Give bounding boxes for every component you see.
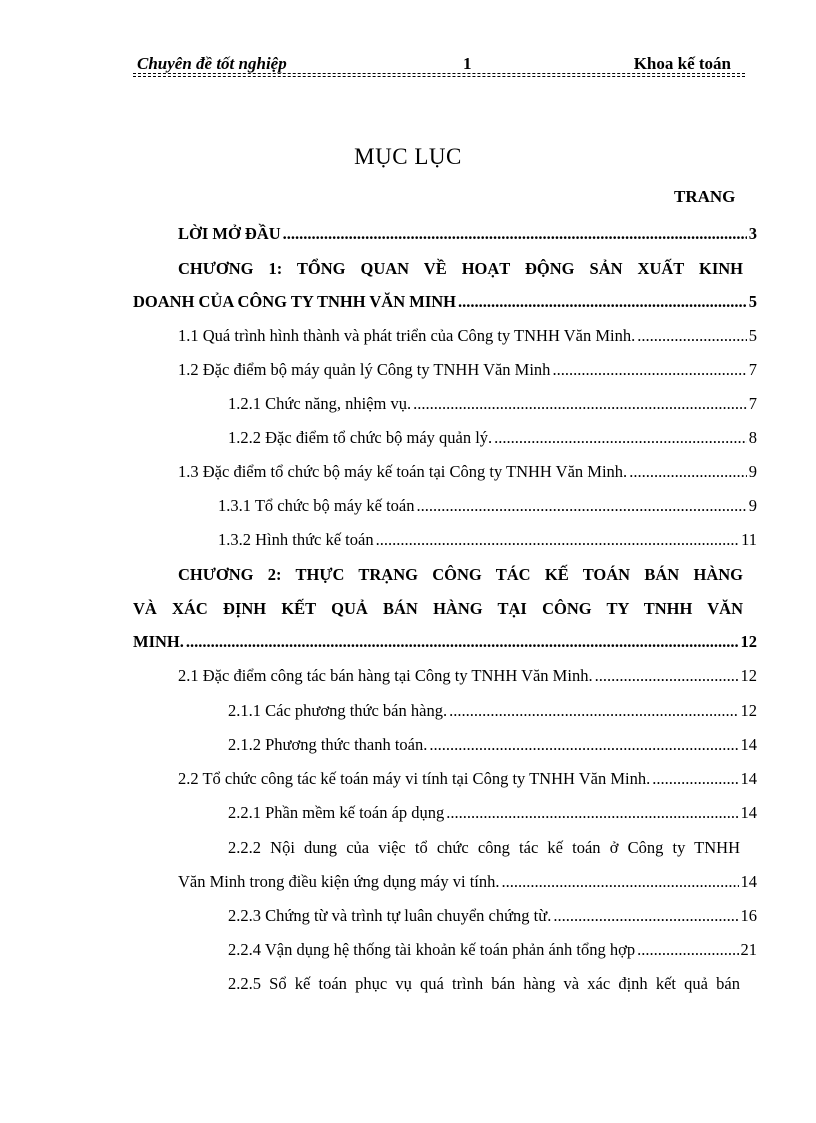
toc-entry-page: 7 (748, 360, 757, 379)
header-divider (133, 73, 745, 74)
toc-entry-1-3[interactable] (178, 462, 757, 486)
toc-entry-2-1-1[interactable] (228, 701, 757, 725)
toc-entry-2-2-2-line-1[interactable]: 2.2.2 Nội dung của việc tổ chức công tác kế toán ở Công ty TNHH (228, 838, 740, 857)
toc-chapter-2-line-2[interactable]: VÀ XÁC ĐỊNH KẾT QUẢ BÁN HÀNG TẠI CÔNG TY TNHH VĂN (133, 599, 743, 618)
dot-leader (429, 735, 738, 755)
toc-chapter-2-line-3[interactable] (133, 632, 757, 656)
toc-entry-text: 2.1 Đặc điểm công tác bán hàng tại Công ty TNHH Văn Minh. (178, 666, 593, 685)
toc-entry-2-2-3[interactable] (228, 906, 757, 930)
toc-entry-page: 9 (748, 462, 757, 481)
toc-entry-text: Văn Minh trong điều kiện ứng dụng máy vi tính. (178, 872, 500, 891)
dot-leader (283, 224, 747, 244)
toc-entry-2-2-1[interactable] (228, 803, 757, 827)
toc-entry-1-3-1[interactable] (218, 496, 757, 520)
toc-entry-2-2-5-line-1[interactable]: 2.2.5 Sổ kế toán phục vụ quá trình bán hàng và xác định kết quả bán (228, 974, 740, 993)
toc-entry-1-2-1[interactable] (228, 394, 757, 418)
toc-entry-1-3-2[interactable] (218, 530, 757, 554)
toc-entry-page: 11 (741, 530, 757, 549)
toc-entry-text: LỜI MỞ ĐẦU (178, 224, 281, 243)
toc-entry-page: 3 (748, 224, 757, 243)
dot-leader (413, 394, 747, 414)
toc-entry-text: 1.3 Đặc điểm tổ chức bộ máy kế toán tại Công ty TNHH Văn Minh. (178, 462, 628, 481)
toc-chapter-1-line-1[interactable]: CHƯƠNG 1: TỔNG QUAN VỀ HOẠT ĐỘNG SẢN XUẤT KINH (178, 259, 743, 278)
toc-entry-1-2-2[interactable] (228, 428, 757, 452)
header-page-number: 1 (463, 54, 472, 73)
toc-entry-text: 1.2.1 Chức năng, nhiệm vụ. (228, 394, 412, 413)
toc-entry-text: 2.2.1 Phần mềm kế toán áp dụng (228, 803, 445, 822)
toc-entry-text: 2.2.3 Chứng từ và trình tự luân chuyển chứng từ. (228, 906, 552, 925)
toc-entry-text: 2.2.4 Vận dụng hệ thống tài khoản kế toán phản ánh tổng hợp (228, 940, 636, 959)
toc-entry-page: 7 (748, 394, 757, 413)
toc-entry-text: 1.1 Quá trình hình thành và phát triển của Công ty TNHH Văn Minh. (178, 326, 636, 345)
header-divider-2 (133, 76, 745, 77)
dot-leader (637, 326, 747, 346)
toc-entry-1-2[interactable] (178, 360, 757, 384)
toc-entry-2-2[interactable] (178, 769, 757, 793)
toc-entry-text: 2.1.2 Phương thức thanh toán. (228, 735, 428, 754)
header-left-title: Chuyên đề tốt nghiệp (137, 54, 287, 73)
dot-leader (376, 530, 740, 550)
toc-entry-page: 16 (740, 906, 757, 925)
toc-entry-page: 14 (740, 872, 757, 891)
toc-entry-2-2-2-line-2[interactable] (178, 872, 757, 896)
toc-entry-page: 5 (748, 292, 757, 311)
dot-leader (595, 666, 739, 686)
toc-entry-page: 12 (740, 666, 757, 685)
toc-entry-2-1-2[interactable] (228, 735, 757, 759)
toc-chapter-1-line-2[interactable] (133, 292, 757, 316)
dot-leader (449, 701, 738, 721)
dot-leader (553, 906, 738, 926)
toc-entry-page: 21 (740, 940, 757, 959)
toc-entry-page: 12 (740, 701, 757, 720)
toc-entry-text: 1.2.2 Đặc điểm tổ chức bộ máy quản lý. (228, 428, 493, 447)
toc-entry-page: 9 (748, 496, 757, 515)
toc-entry-1-1[interactable] (178, 326, 757, 350)
dot-leader (502, 872, 739, 892)
toc-entry-text: 1.3.2 Hình thức kế toán (218, 530, 374, 549)
dot-leader (446, 803, 738, 823)
toc-entry-text: 1.2 Đặc điểm bộ máy quản lý Công ty TNHH Văn Minh (178, 360, 551, 379)
dot-leader (629, 462, 747, 482)
toc-entry-2-2-4[interactable] (228, 940, 757, 964)
toc-entry-page: 14 (740, 803, 757, 822)
toc-entry-page: 12 (740, 632, 757, 651)
dot-leader (637, 940, 738, 960)
toc-entry-text: DOANH CỦA CÔNG TY TNHH VĂN MINH (133, 292, 456, 311)
toc-entry-text: 2.1.1 Các phương thức bán hàng. (228, 701, 448, 720)
toc-entry-page: 14 (740, 769, 757, 788)
trang-label: TRANG (674, 187, 736, 206)
toc-entry-text: MINH. (133, 632, 184, 651)
toc-entry-2-1[interactable] (178, 666, 757, 690)
toc-entry-loi-mo-dau[interactable] (178, 224, 757, 248)
page-title: MỤC LỤC (354, 144, 462, 169)
dot-leader (186, 632, 739, 652)
dot-leader (552, 360, 746, 380)
dot-leader (494, 428, 747, 448)
dot-leader (458, 292, 747, 312)
toc-entry-page: 8 (748, 428, 757, 447)
toc-entry-page: 5 (748, 326, 757, 345)
page-header (133, 52, 745, 74)
header-right-title: Khoa kế toán (633, 54, 731, 73)
toc-entry-text: 2.2 Tổ chức công tác kế toán máy vi tính tại Công ty TNHH Văn Minh. (178, 769, 651, 788)
toc-chapter-2-line-1[interactable]: CHƯƠNG 2: THỰC TRẠNG CÔNG TÁC KẾ TOÁN BÁN HÀNG (178, 565, 743, 584)
dot-leader (417, 496, 747, 516)
toc-entry-text: 1.3.1 Tổ chức bộ máy kế toán (218, 496, 415, 515)
toc-entry-page: 14 (740, 735, 757, 754)
dot-leader (652, 769, 738, 789)
